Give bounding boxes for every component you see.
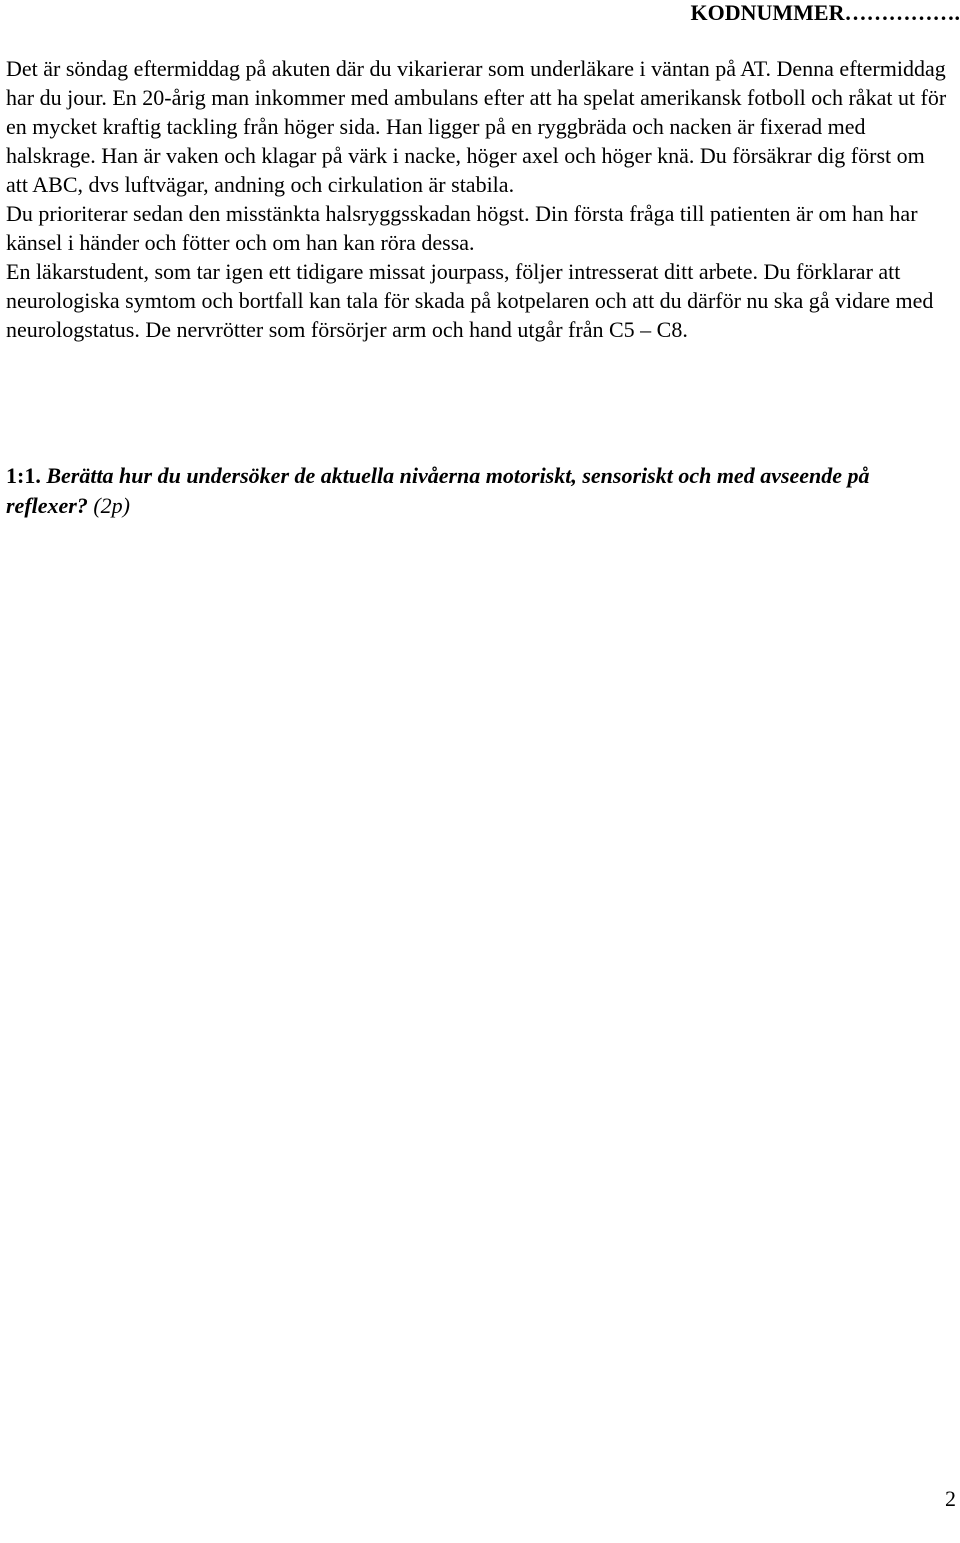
- question-1-1: [6, 461, 950, 521]
- question-points: (2p): [93, 493, 131, 518]
- paragraph-student: En läkarstudent, som tar igen ett tidigare missat jourpass, följer intresserat ditt arbete. Du förklarar att neurologiska symtom och bortfall kan tala för skada på kotpelaren och att du därför nu ska gå vidare med neurologstatus. De nervrötter som försörjer arm och hand utgår från C5 – C8.: [6, 259, 934, 342]
- page-number: 2: [945, 1486, 956, 1511]
- paragraph-intro: Det är söndag eftermiddag på akuten där du vikarierar som underläkare i väntan på AT. Denna eftermiddag har du jour. En 20-årig man inkommer med ambulans efter att ha spelat amerikansk fotboll och råkat ut för en mycket kraftig tackling från höger sida. Han ligger på en ryggbräda och nacken är fixerad med halskrage. Han är vaken och klagar på värk i nacke, höger axel och höger knä. Du försäkrar dig först om att ABC, dvs luftvägar, andning och cirkulation är stabila.: [6, 56, 947, 197]
- case-description: [6, 54, 950, 344]
- question-text: Berätta hur du undersöker de aktuella nivåerna motoriskt, sensoriskt och med avseende på reflexer?: [6, 463, 870, 518]
- question-number: 1:1.: [6, 463, 41, 488]
- paragraph-priority: Du prioriterar sedan den misstänkta halsryggsskadan högst. Din första fråga till patienten är om han har känsel i händer och fötter och om han kan röra dessa.: [6, 201, 918, 255]
- code-number-label: KODNUMMER…………….: [690, 0, 960, 25]
